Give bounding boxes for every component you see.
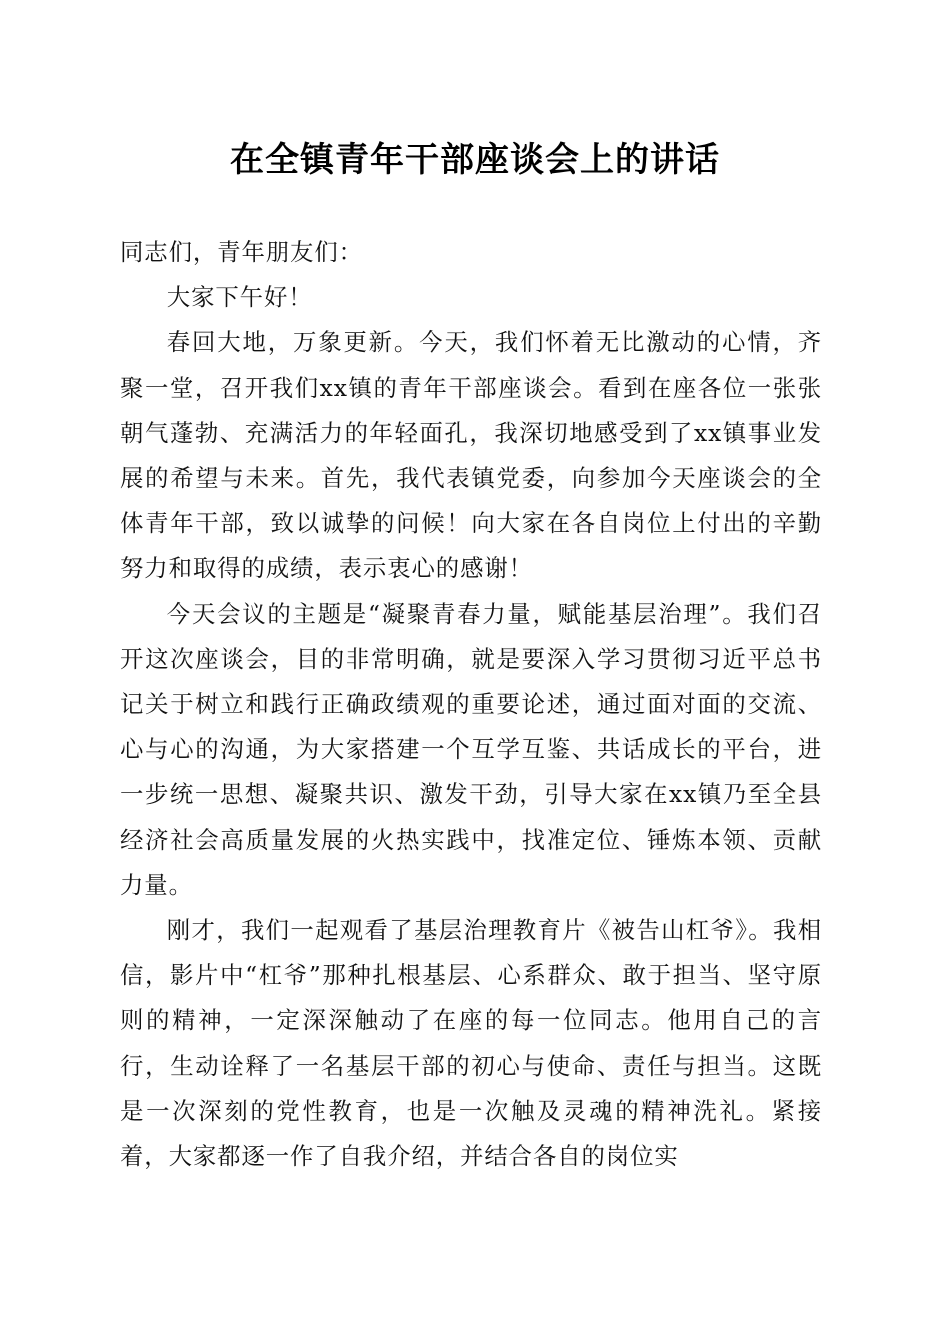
document-body	[120, 230, 822, 1179]
paragraph-greeting: 大家下午好！	[166, 283, 313, 312]
paragraph-theme: 今天会议的主题是“凝聚青春力量，赋能基层治理”。我们召开这次座谈会，目的非常明确，就是要深入学习贯彻习近平总书记关于树立和践行正确政绩观的重要论述，通过面对面的交流、心与心的沟通，为大家搭建一个互学互鉴、共话成长的平台，进一步统一思想、凝聚共识、激发干劲，引导大家在xx镇乃至全县经济社会高质量发展的火热实践中，找准定位、锤炼本领、贡献力量。	[120, 599, 822, 899]
paragraph-film: 刚才，我们一起观看了基层治理教育片《被告山杠爷》。我相信，影片中“杠爷”那种扎根基层、心系群众、敢于担当、坚守原则的精神，一定深深触动了在座的每一位同志。他用自己的言行，生动诠释了一名基层干部的初心与使命、责任与担当。这既是一次深刻的党性教育，也是一次触及灵魂的精神洗礼。紧接着，大家都逐一作了自我介绍，并结合各自的岗位实	[120, 916, 822, 1171]
paragraph-opening: 春回大地，万象更新。今天，我们怀着无比激动的心情，齐聚一堂，召开我们xx镇的青年干部座谈会。看到在座各位一张张朝气蓬勃、充满活力的年轻面孔，我深切地感受到了xx镇事业发展的希望与未来。首先，我代表镇党委，向参加今天座谈会的全体青年干部，致以诚挚的问候！向大家在各自岗位上付出的辛勤努力和取得的成绩，表示衷心的感谢！	[120, 328, 822, 583]
salutation: 同志们，青年朋友们：	[120, 238, 363, 266]
document-title: 在全镇青年干部座谈会上的讲话	[230, 140, 720, 180]
